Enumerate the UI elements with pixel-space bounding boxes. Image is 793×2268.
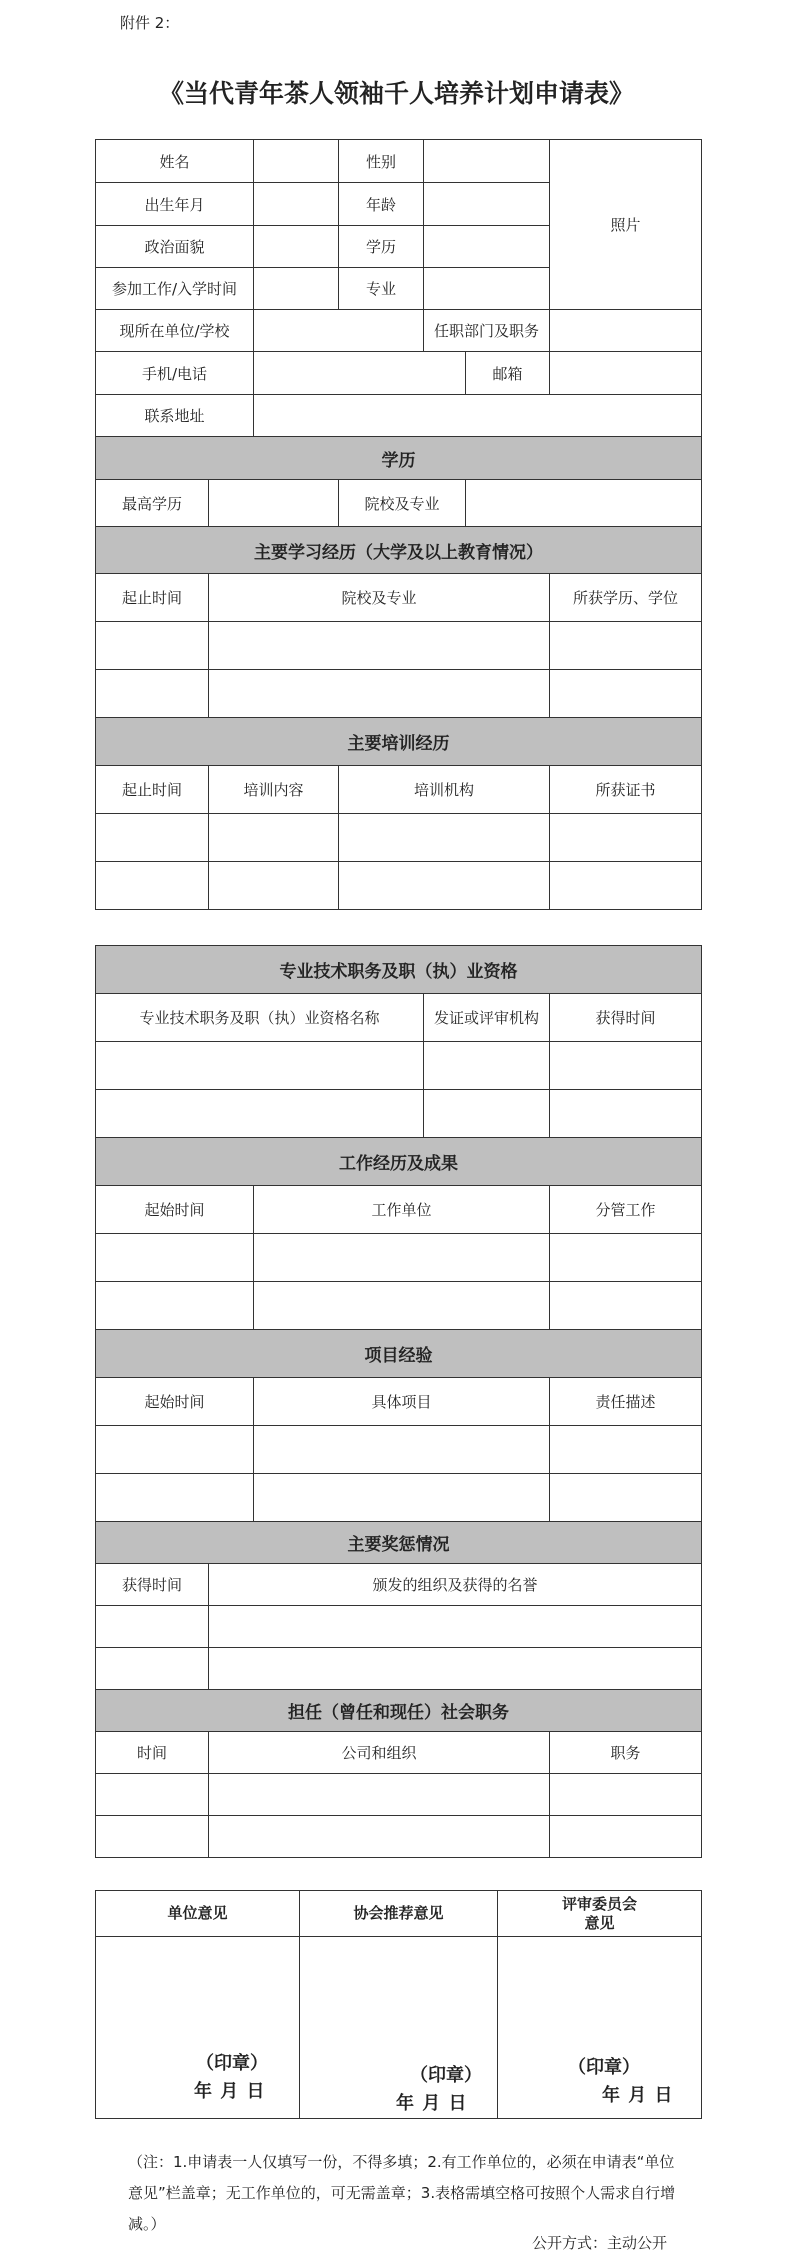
social-cell[interactable] (550, 1816, 702, 1858)
project-cell[interactable] (96, 1474, 254, 1522)
section-education: 学历 (96, 437, 702, 480)
section-work: 工作经历及成果 (96, 1138, 702, 1186)
social-cell[interactable] (209, 1816, 550, 1858)
header-project-item: 具体项目 (254, 1378, 550, 1426)
work-cell[interactable] (254, 1282, 550, 1330)
awards-cell[interactable] (209, 1648, 702, 1690)
application-table-part2 (95, 945, 702, 1858)
input-age[interactable] (424, 183, 550, 226)
input-email[interactable] (550, 352, 702, 395)
label-gender: 性别 (339, 140, 424, 183)
header-awards-org: 颁发的组织及获得的名誉 (209, 1564, 702, 1606)
header-training-cert: 所获证书 (550, 766, 702, 814)
qualification-cell[interactable] (96, 1042, 424, 1090)
label-name: 姓名 (96, 140, 254, 183)
work-cell[interactable] (550, 1282, 702, 1330)
training-cell[interactable] (550, 814, 702, 862)
section-awards: 主要奖惩情况 (96, 1522, 702, 1564)
section-social: 担任（曾任和现任）社会职务 (96, 1690, 702, 1732)
header-training-org: 培训机构 (339, 766, 550, 814)
association-seal-label: （印章） (410, 2065, 482, 2086)
study-cell[interactable] (96, 622, 209, 670)
study-cell[interactable] (550, 670, 702, 718)
training-cell[interactable] (96, 862, 209, 910)
header-unit-opinion: 单位意见 (96, 1891, 300, 1937)
training-cell[interactable] (550, 862, 702, 910)
input-name[interactable] (254, 140, 339, 183)
study-cell[interactable] (209, 622, 550, 670)
header-social-company: 公司和组织 (209, 1732, 550, 1774)
section-qualification: 专业技术职务及职（执）业资格 (96, 946, 702, 994)
header-study-school: 院校及专业 (209, 574, 550, 622)
unit-opinion-box[interactable] (96, 1937, 300, 2119)
qualification-cell[interactable] (424, 1090, 550, 1138)
label-birth: 出生年月 (96, 183, 254, 226)
study-cell[interactable] (550, 622, 702, 670)
label-current-unit: 现所在单位/学校 (96, 310, 254, 352)
input-work-start[interactable] (254, 268, 339, 310)
qualification-cell[interactable] (550, 1042, 702, 1090)
header-qualification-name: 专业技术职务及职（执）业资格名称 (96, 994, 424, 1042)
input-phone[interactable] (254, 352, 466, 395)
association-opinion-box[interactable] (300, 1937, 498, 2119)
social-cell[interactable] (96, 1774, 209, 1816)
label-highest-education: 最高学历 (96, 480, 209, 527)
opinions-table (95, 1890, 702, 2119)
study-cell[interactable] (209, 670, 550, 718)
label-age: 年龄 (339, 183, 424, 226)
training-cell[interactable] (339, 814, 550, 862)
work-cell[interactable] (550, 1234, 702, 1282)
input-school-major[interactable] (466, 480, 702, 527)
training-cell[interactable] (96, 814, 209, 862)
social-cell[interactable] (550, 1774, 702, 1816)
section-project: 项目经验 (96, 1330, 702, 1378)
training-cell[interactable] (209, 862, 339, 910)
label-email: 邮箱 (466, 352, 550, 395)
input-highest-education[interactable] (209, 480, 339, 527)
qualification-cell[interactable] (550, 1090, 702, 1138)
input-current-unit[interactable] (254, 310, 424, 352)
label-address: 联系地址 (96, 395, 254, 437)
input-dept-position[interactable] (550, 310, 702, 352)
awards-cell[interactable] (96, 1606, 209, 1648)
section-training: 主要培训经历 (96, 718, 702, 766)
application-table-part1 (95, 139, 702, 910)
input-gender[interactable] (424, 140, 550, 183)
unit-seal-label: （印章） (196, 2053, 268, 2074)
project-cell[interactable] (254, 1426, 550, 1474)
committee-seal-label: （印章） (568, 2057, 640, 2078)
header-training-period: 起止时间 (96, 766, 209, 814)
label-major: 专业 (339, 268, 424, 310)
work-cell[interactable] (96, 1234, 254, 1282)
header-social-post: 职务 (550, 1732, 702, 1774)
work-cell[interactable] (96, 1282, 254, 1330)
committee-opinion-box[interactable] (498, 1937, 702, 2119)
label-phone: 手机/电话 (96, 352, 254, 395)
training-cell[interactable] (339, 862, 550, 910)
header-project-desc: 责任描述 (550, 1378, 702, 1426)
social-cell[interactable] (209, 1774, 550, 1816)
footnote: （注：1.申请表一人仅填写一份，不得多填；2.有工作单位的，必须在申请表“单位意见”栏盖章；无工作单位的，可无需盖章；3.表格需填空格可按照个人需求自行增减。） (128, 2153, 676, 2233)
social-cell[interactable] (96, 1816, 209, 1858)
committee-label-line2: 意见 (584, 1913, 615, 1932)
header-work-duty: 分管工作 (550, 1186, 702, 1234)
header-project-start: 起始时间 (96, 1378, 254, 1426)
label-education: 学历 (339, 226, 424, 268)
photo-box[interactable]: 照片 (550, 140, 702, 310)
header-study-period: 起止时间 (96, 574, 209, 622)
input-education[interactable] (424, 226, 550, 268)
training-cell[interactable] (209, 814, 339, 862)
qualification-cell[interactable] (96, 1090, 424, 1138)
attachment-label: 附件 2： (120, 14, 180, 32)
header-association-opinion: 协会推荐意见 (300, 1891, 498, 1937)
header-training-content: 培训内容 (209, 766, 339, 814)
project-cell[interactable] (254, 1474, 550, 1522)
disclosure-label: 公开方式：主动公开 (532, 2234, 668, 2252)
page-title: 《当代青年茶人领袖千人培养计划申请表》 (158, 79, 634, 108)
header-qualification-issuer: 发证或评审机构 (424, 994, 550, 1042)
study-cell[interactable] (96, 670, 209, 718)
committee-label-line1: 评审委员会 (561, 1894, 637, 1913)
awards-cell[interactable] (96, 1648, 209, 1690)
header-social-time: 时间 (96, 1732, 209, 1774)
label-work-start: 参加工作/入学时间 (96, 268, 254, 310)
input-political[interactable] (254, 226, 339, 268)
header-study-degree: 所获学历、学位 (550, 574, 702, 622)
header-qualification-time: 获得时间 (550, 994, 702, 1042)
header-awards-time: 获得时间 (96, 1564, 209, 1606)
work-cell[interactable] (254, 1234, 550, 1282)
project-cell[interactable] (550, 1474, 702, 1522)
label-school-major: 院校及专业 (339, 480, 466, 527)
header-work-unit: 工作单位 (254, 1186, 550, 1234)
qualification-cell[interactable] (424, 1042, 550, 1090)
input-major[interactable] (424, 268, 550, 310)
input-birth[interactable] (254, 183, 339, 226)
header-committee-opinion (498, 1891, 702, 1937)
project-cell[interactable] (96, 1426, 254, 1474)
input-address[interactable] (254, 395, 702, 437)
committee-date-label: 年 月 日 (602, 2085, 674, 2106)
section-study: 主要学习经历（大学及以上教育情况） (96, 527, 702, 574)
label-dept-position: 任职部门及职务 (424, 310, 550, 352)
awards-cell[interactable] (209, 1606, 702, 1648)
association-date-label: 年 月 日 (396, 2093, 468, 2114)
unit-date-label: 年 月 日 (194, 2081, 266, 2102)
label-political: 政治面貌 (96, 226, 254, 268)
header-work-start: 起始时间 (96, 1186, 254, 1234)
project-cell[interactable] (550, 1426, 702, 1474)
